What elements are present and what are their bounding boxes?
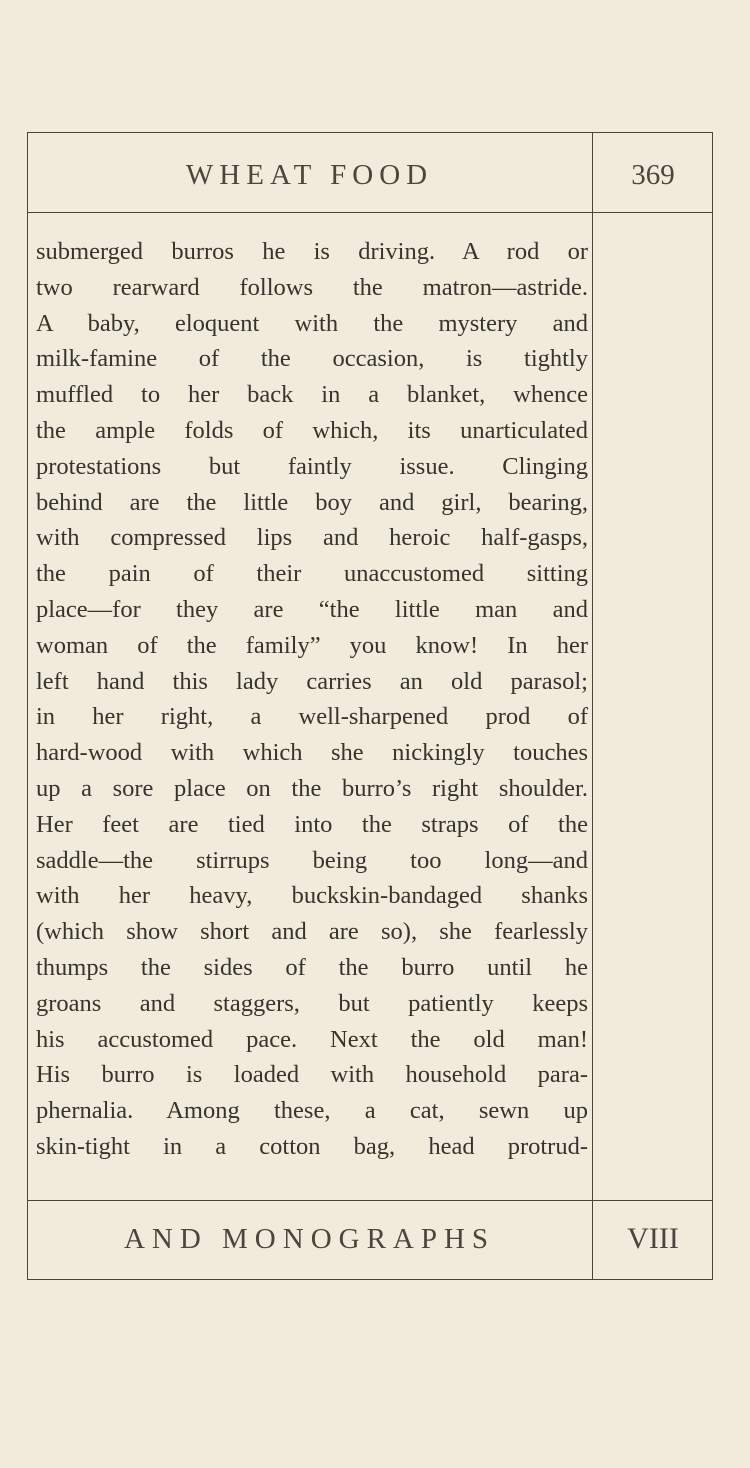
text-line: saddle—the stirrups being too long—and [36, 846, 588, 874]
text-line: muffled to her back in a blanket, whence [36, 381, 588, 409]
page-number: 369 [631, 159, 675, 191]
body-text [36, 234, 588, 1165]
text-line: up a sore place on the burro’s right shoulder. [36, 774, 588, 802]
text-line: behind are the little boy and girl, bearing, [36, 488, 588, 516]
text-line: milk-famine of the occasion, is tightly [36, 345, 588, 373]
text-line: the ample folds of which, its unarticulated [36, 416, 588, 444]
text-line: His burro is loaded with household para- [36, 1061, 588, 1089]
text-line: (which show short and are so), she fearlessly [36, 918, 588, 946]
text-line: groans and staggers, but patiently keeps [36, 989, 588, 1017]
text-line: woman of the family” you know! In her [36, 631, 588, 659]
text-line: left hand this lady carries an old parasol; [36, 667, 588, 695]
volume-number: VIII [627, 1222, 679, 1255]
text-line: hard-wood with which she nickingly touches [36, 739, 588, 767]
text-line: two rearward follows the matron—astride. [36, 273, 588, 301]
series-title: AND MONOGRAPHS [123, 1223, 496, 1255]
text-line: thumps the sides of the burro until he [36, 953, 588, 981]
text-line: Her feet are tied into the straps of the [36, 810, 588, 838]
text-line: skin-tight in a cotton bag, head protrud- [36, 1132, 588, 1160]
text-line: place—for they are “the little man and [36, 595, 588, 623]
running-head-title: WHEAT FOOD [185, 159, 434, 191]
text-line: his accustomed pace. Next the old man! [36, 1025, 588, 1053]
text-line: in her right, a well-sharpened prod of [36, 703, 588, 731]
text-line: A baby, eloquent with the mystery and [36, 309, 588, 337]
text-line: with her heavy, buckskin-bandaged shanks [36, 882, 588, 910]
text-line: submerged burros he is driving. A rod or [36, 238, 588, 265]
text-line: protestations but faintly issue. Clinging [36, 452, 588, 480]
text-line: with compressed lips and heroic half-gasps, [36, 524, 588, 552]
text-line: phernalia. Among these, a cat, sewn up [36, 1097, 588, 1125]
header-rule [27, 212, 713, 213]
column-divider [592, 132, 593, 1280]
text-line: the pain of their unaccustomed sitting [36, 560, 588, 588]
